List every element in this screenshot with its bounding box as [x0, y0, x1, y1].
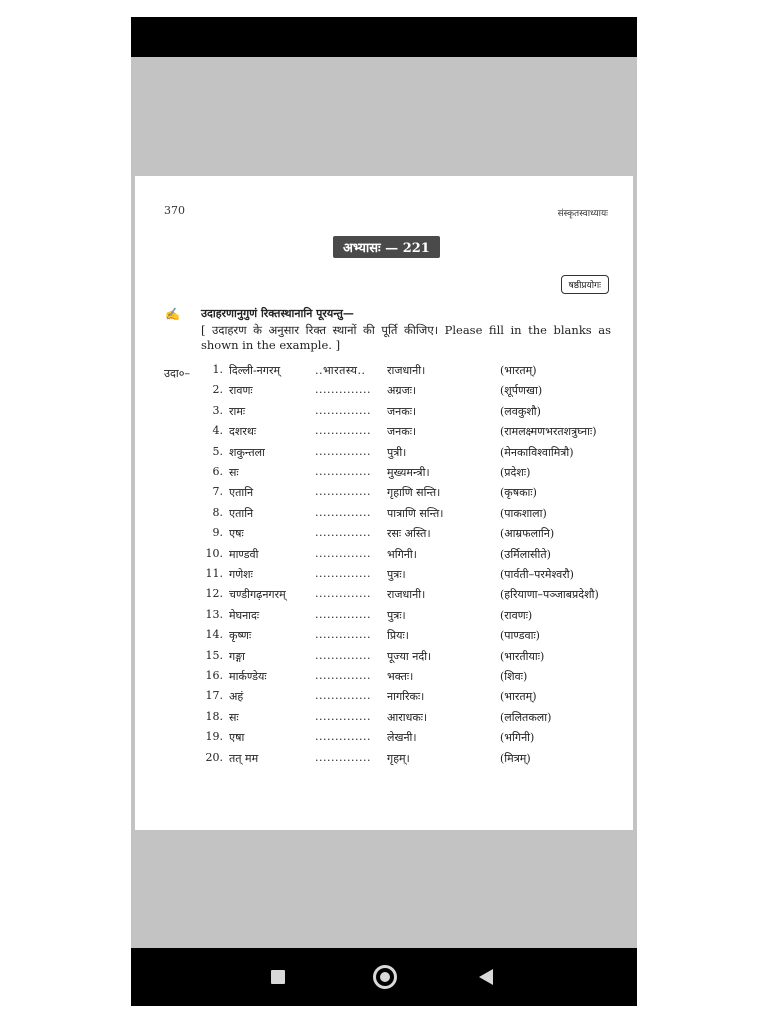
row-number: 6. [212, 465, 223, 478]
row-blank: .............. [315, 403, 371, 417]
row-number: 5. [212, 444, 223, 458]
row-subject: सः [229, 710, 239, 724]
row-subject: गणेशः [229, 568, 253, 581]
page-number: 370 [164, 204, 185, 217]
exercise-row [135, 424, 633, 444]
row-predicate: पात्राणि सन्ति। [387, 506, 444, 520]
row-hint: (पाण्डवाः) [500, 629, 540, 643]
row-subject: रामः [229, 404, 246, 418]
writing-hand-icon: ✍ [165, 307, 180, 321]
row-number: 20. [205, 750, 223, 764]
back-button[interactable] [457, 948, 517, 1006]
row-hint: (पार्वती–परमेश्वरौ) [500, 568, 574, 581]
row-predicate: जनकः। [387, 425, 417, 439]
row-hint: (भारतम्) [500, 690, 537, 704]
row-number: 2. [212, 383, 223, 397]
row-number: 4. [212, 424, 223, 438]
row-subject: तत् मम [229, 751, 259, 765]
row-predicate: गृहाणि सन्ति। [387, 486, 441, 500]
row-hint: (आम्रफलानि) [500, 527, 555, 541]
exercise-row [135, 669, 633, 689]
row-number: 13. [205, 607, 223, 621]
row-subject: एतानि [229, 486, 254, 500]
row-hint: (भगिनी) [500, 731, 535, 745]
home-circle-icon [373, 965, 397, 989]
instruction: उदाहरणानुगुणं रिक्तस्थानानि पूरयन्तु— [201, 307, 354, 320]
row-predicate: राजधानी। [387, 588, 426, 602]
row-hint: (उर्मिलासीते) [500, 547, 551, 561]
row-hint: (रावणः) [500, 608, 533, 622]
exercise-row [135, 547, 633, 567]
row-subject: रावणः [229, 384, 253, 398]
row-blank: .............. [315, 709, 371, 723]
row-subject: चण्डीगढ़नगरम् [229, 588, 286, 602]
row-number: 11. [205, 567, 223, 580]
row-blank: .............. [315, 444, 371, 458]
row-blank: .............. [315, 485, 371, 499]
row-blank: .............. [315, 587, 371, 601]
row-predicate: रसः अस्ति। [387, 527, 431, 541]
row-hint: (हरियाणा–पञ्जाबप्रदेशौ) [500, 588, 599, 602]
row-number: 15. [205, 648, 223, 662]
row-hint: (रामलक्ष्मणभरतशत्रुघ्नाः) [500, 425, 597, 439]
row-hint: (शूर्पणखा) [500, 384, 543, 398]
exercise-row [135, 608, 633, 628]
exercise-row [135, 730, 633, 750]
row-blank: .............. [315, 669, 371, 682]
exercise-row [135, 383, 633, 403]
exercise-row [135, 689, 633, 709]
running-head: संस्कृतस्वाध्यायः [557, 209, 608, 219]
row-predicate: पुत्रः। [387, 568, 406, 581]
exercise-row [135, 751, 633, 771]
row-blank: .............. [315, 424, 371, 438]
row-blank: .............. [315, 648, 371, 662]
row-subject: दिल्ली-नगरम् [229, 364, 281, 377]
navigation-bar [131, 948, 637, 1006]
exercise-row [135, 567, 633, 587]
row-predicate: आराधकः। [387, 710, 428, 724]
row-number: 16. [205, 669, 223, 682]
row-subject: एतानि [229, 506, 254, 520]
row-number: 7. [212, 485, 223, 499]
row-subject: सः [229, 466, 239, 479]
row-hint: (पाकशाला) [500, 506, 547, 520]
status-bar [131, 17, 637, 57]
row-blank: ..भारतस्य.. [315, 364, 366, 377]
row-number: 19. [205, 730, 223, 744]
exercise-row [135, 628, 633, 648]
row-subject: माण्डवी [229, 547, 259, 561]
row-blank: .............. [315, 465, 371, 478]
row-number: 3. [212, 403, 223, 417]
row-blank: .............. [315, 628, 371, 642]
exercise-row [135, 404, 633, 424]
row-number: 12. [205, 587, 223, 601]
row-number: 17. [205, 689, 223, 703]
row-blank: .............. [315, 505, 371, 519]
row-predicate: नागरिकः। [387, 690, 425, 704]
row-predicate: लेखनी। [387, 731, 417, 745]
row-subject: एषा [229, 731, 245, 745]
back-triangle-icon [479, 969, 493, 985]
row-predicate: पुत्री। [387, 445, 407, 459]
row-subject: गङ्गा [229, 649, 246, 663]
row-subject: शकुन्तला [229, 445, 265, 459]
row-blank: .............. [315, 750, 371, 764]
row-predicate: पुत्रः। [387, 608, 406, 622]
row-predicate: अग्रजः। [387, 384, 417, 398]
row-number: 10. [205, 546, 223, 560]
row-subject: एषः [229, 527, 244, 541]
home-button[interactable] [354, 948, 414, 1006]
row-hint: (भारतीयाः) [500, 649, 545, 663]
row-hint: (प्रदेशः) [500, 466, 531, 479]
exercise-row [135, 506, 633, 526]
row-number: 9. [212, 526, 223, 540]
row-hint: (लवकुशौ) [500, 404, 541, 418]
row-number: 1. [212, 363, 223, 376]
exercise-row [135, 587, 633, 607]
row-subject: अहं [229, 690, 244, 704]
row-predicate: प्रियः। [387, 629, 409, 643]
row-hint: (भारतम्) [500, 364, 537, 377]
document-page [135, 176, 633, 830]
row-subject: मार्कण्डेयः [229, 670, 267, 683]
row-blank: .............. [315, 689, 371, 703]
row-predicate: भगिनी। [387, 547, 417, 561]
exercise-row [135, 465, 633, 485]
recents-button[interactable] [249, 948, 309, 1006]
row-number: 18. [205, 709, 223, 723]
instruction-note: [ उदाहरण के अनुसार रिक्त स्थानों की पूर्ति कीजिए। Please fill in the blanks as shown in the example. ] [201, 323, 611, 352]
row-subject: दशरथः [229, 425, 257, 439]
exercise-row [135, 710, 633, 730]
row-hint: (कृषकाः) [500, 486, 537, 500]
exercise-row [135, 363, 633, 383]
example-label: उदा०– [164, 367, 190, 380]
row-predicate: पूज्या नदी। [387, 649, 432, 663]
row-predicate: भक्तः। [387, 670, 414, 683]
row-hint: (मित्रम्) [500, 751, 531, 765]
row-number: 14. [205, 628, 223, 642]
exercise-row [135, 649, 633, 669]
row-blank: .............. [315, 567, 371, 580]
row-subject: मेघनादः [229, 608, 260, 622]
row-blank: .............. [315, 383, 371, 397]
row-hint: (शिवः) [500, 670, 528, 683]
row-hint: (मेनकाविश्वामित्रौ) [500, 445, 574, 459]
exercise-row [135, 445, 633, 465]
row-predicate: मुख्यमन्त्री। [387, 466, 430, 479]
row-predicate: जनकः। [387, 404, 417, 418]
exercise-row [135, 526, 633, 546]
row-hint: (ललितकला) [500, 710, 552, 724]
row-predicate: राजधानी। [387, 364, 426, 377]
row-predicate: गृहम्। [387, 751, 410, 765]
phone-screen [131, 17, 637, 1006]
row-blank: .............. [315, 607, 371, 621]
row-subject: कृष्णः [229, 629, 252, 643]
topic-tag: षष्ठीप्रयोगः [561, 275, 609, 294]
row-blank: .............. [315, 526, 371, 540]
exercise-title: अभ्यासः — 221 [333, 236, 440, 258]
exercise-row [135, 485, 633, 505]
row-blank: .............. [315, 730, 371, 744]
square-icon [271, 970, 285, 984]
row-blank: .............. [315, 546, 371, 560]
row-number: 8. [212, 505, 223, 519]
